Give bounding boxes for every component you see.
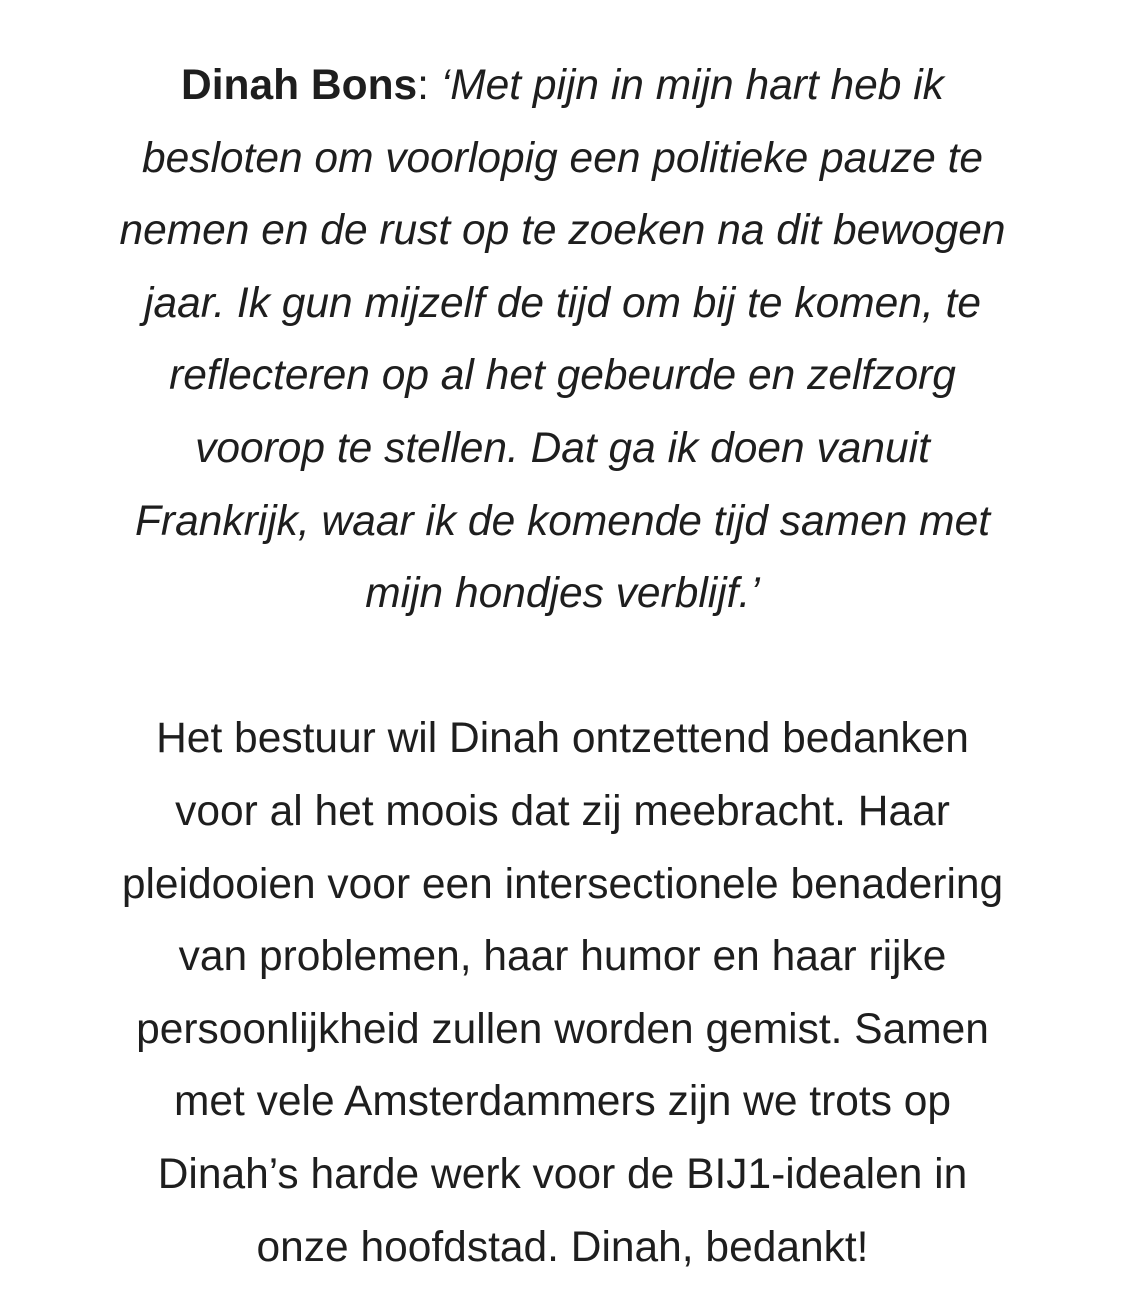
quote-text-line: mijn hondjes verblijf.’ [365,570,760,618]
quote-text-line: jaar. Ik gun mijzelf de tijd om bij te komen, te [144,279,981,327]
thanks-text-line: voor al het moois dat zij meebracht. Haar [175,787,950,835]
thanks-text-line: Het bestuur wil Dinah ontzettend bedanken [156,715,969,763]
author-separator: : [417,62,441,109]
quote-author: Dinah Bons [181,62,418,109]
thanks-paragraph [50,703,1075,1284]
quote-text-line: Frankrijk, waar ik de komende tijd samen met [134,497,991,545]
quote-line [50,50,1075,123]
quote-paragraph [50,50,1075,631]
quote-text-line: nemen en de rust op te zoeken na dit bewogen [119,207,1006,255]
thanks-text-line: Dinah’s harde werk voor de BIJ1-idealen in [157,1150,968,1198]
thanks-text-line: persoonlijkheid zullen worden gemist. Samen [136,1005,989,1053]
thanks-text-line: onze hoofdstad. Dinah, bedankt! [256,1223,869,1271]
thanks-text-line: van problemen, haar humor en haar rijke [178,933,947,981]
quote-text-line: reflecteren op al het gebeurde en zelfzorg [169,352,956,400]
thanks-text-line: met vele Amsterdammers zijn we trots op [173,1078,952,1126]
quote-text-line: ‘Met pijn in mijn hart heb ik [440,62,944,109]
quote-text-line: besloten om voorlopig een politieke pauze te [141,134,984,182]
quote-text-line: voorop te stellen. Dat ga ik doen vanuit [195,424,930,472]
thanks-text-line: pleidooien voor een intersectionele benadering [121,860,1004,908]
